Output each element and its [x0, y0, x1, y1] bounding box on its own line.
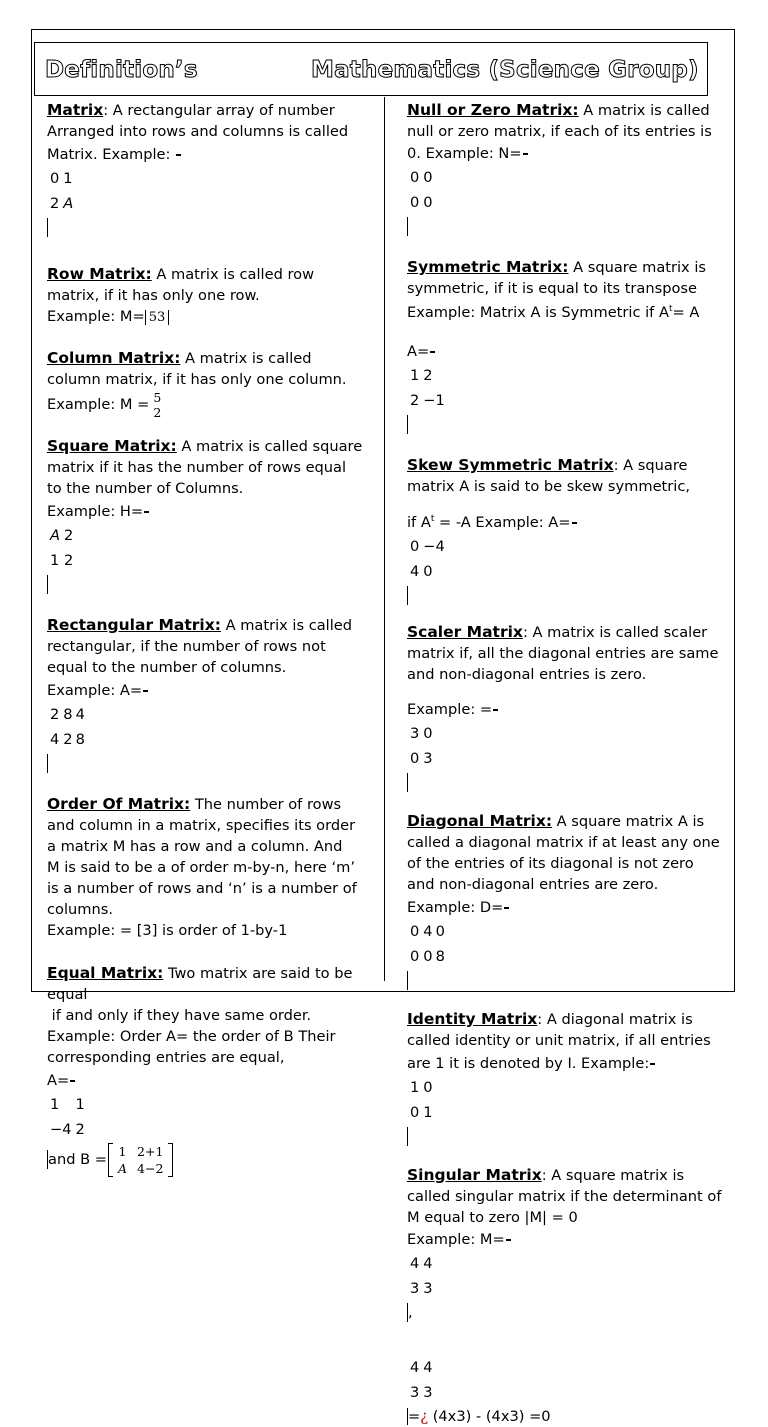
term-null-matrix: Null or Zero Matrix: [407, 101, 579, 119]
singular-matrix-definition: Singular Matrix: A square matrix is called singular matrix if the determinant of M equal to zero |M| = 0 Example: M= 4 4 3 3 , 4 4 3 3 =¿ (4x3) - (4x3) =0 [407, 1165, 725, 1427]
text: Example: Order A= the order of B Their [47, 1028, 336, 1045]
term-rectangular-matrix: Rectangular Matrix: [47, 616, 221, 634]
text: to the number of Columns. [47, 480, 244, 497]
matrix-example [176, 154, 181, 156]
equal-matrix-a [70, 1080, 75, 1082]
text: (4x3) - (4x3) =0 [428, 1407, 551, 1425]
term-identity-matrix: Identity Matrix [407, 1009, 538, 1028]
column-matrix-definition [47, 348, 377, 420]
text: called a diagonal matrix if at least any one [407, 833, 720, 851]
text: are 1 it is denoted by I. Example: [407, 1054, 650, 1072]
singular-matrix-example [506, 1239, 511, 1241]
symmetric-matrix-definition: Symmetric Matrix: A square matrix is symmetric, if it is equal to its transpose Example: Matrix A is Symmetric if $A^t= A$ A= 1 2 2 −1 [407, 257, 725, 435]
rectangular-matrix-definition: Rectangular Matrix: A matrix is called rectangular, if the number of rows not equal to the number of columns. Example: A= 2 8 4 4 2 8 [47, 615, 377, 774]
text: matrix, if it has only one row. [47, 287, 260, 304]
skew-matrix-example [572, 522, 577, 524]
text: Example: = [407, 700, 493, 718]
left-column [47, 100, 377, 1177]
text: A matrix is called row [151, 266, 315, 283]
term-equal-matrix: Equal Matrix: [47, 964, 164, 982]
text: : A rectangular array of number [103, 102, 335, 119]
term-column-matrix: Column Matrix: [47, 349, 181, 367]
text: = [408, 1407, 421, 1425]
text: matrix A is said to be skew symmetric, [407, 477, 690, 495]
identity-matrix-example [650, 1063, 655, 1065]
null-matrix-definition: Null or Zero Matrix: A matrix is called null or zero matrix, if each of its entries is 0. Example: N= 0 0 0 0 [407, 100, 725, 237]
text: equal [47, 986, 88, 1003]
text: a matrix M has a row and a column. And [47, 838, 343, 855]
term-scaler-matrix: Scaler Matrix [407, 622, 523, 641]
term-skew-symmetric-matrix: Skew Symmetric Matrix [407, 455, 614, 474]
column-matrix-example: 5 2 [153, 390, 162, 420]
text: and non-diagonal entries is zero. [407, 665, 647, 683]
equal-matrix-definition: Equal Matrix: Two matrix are said to be equal if and only if they have same order. Example: Order A= the order of B Their corresponding entries are equal, A= 1 1 −4 2 and B = 1 2+1 A 4−2 [47, 963, 377, 1177]
equal-matrix-b: 1 2+1 A 4−2 [108, 1143, 173, 1177]
text: equal to the number of columns. [47, 659, 287, 676]
text: Example: M = [47, 396, 150, 413]
text: : A square [613, 456, 688, 474]
diagonal-matrix-example [504, 907, 509, 909]
symmetric-matrix-example [430, 351, 435, 353]
term-symmetric-matrix: Symmetric Matrix: [407, 258, 569, 276]
header-right-title: Mathematics (Science Group) [311, 57, 699, 83]
text: : A matrix is called scaler [522, 623, 708, 641]
text: : A diagonal matrix is [537, 1010, 693, 1028]
text: rectangular, if the number of rows not [47, 638, 326, 655]
text: corresponding entries are equal, [47, 1049, 285, 1066]
diagonal-matrix-definition: Diagonal Matrix: A square matrix A is called a diagonal matrix if at least any one of the entries of its diagonal is not zero and non-diagonal entries are zero. Example: D= 0 4 0 0 0 8 [407, 811, 725, 991]
identity-matrix-definition: Identity Matrix: A diagonal matrix is called identity or unit matrix, if all entries are 1 it is denoted by I. Example: 1 0 0 1 [407, 1009, 725, 1147]
text: Two matrix are said to be [163, 965, 353, 982]
right-column [407, 100, 725, 1427]
text: A matrix is called square [176, 438, 363, 455]
text: null or zero matrix, if each of its entries is [407, 123, 712, 140]
text: M is said to be a of order m-by-n, here ‘m’ [47, 859, 355, 876]
term-matrix: Matrix [47, 101, 104, 119]
scaler-matrix-example [493, 709, 498, 711]
header-box [34, 42, 708, 96]
term-square-matrix: Square Matrix: [47, 437, 177, 455]
text: A square matrix is [568, 259, 706, 276]
text: Example: M= [47, 308, 145, 325]
text: 0. Example: N= [407, 145, 522, 162]
rectangular-matrix-example [143, 690, 148, 692]
text: = -A Example: A= [434, 513, 571, 531]
term-singular-matrix: Singular Matrix [407, 1165, 542, 1184]
text: A matrix is called [578, 102, 710, 119]
order-of-matrix-definition [47, 794, 377, 941]
text: called singular matrix if the determinant of [407, 1187, 722, 1205]
square-matrix-definition: Square Matrix: A matrix is called square matrix if it has the number of rows equal to the number of Columns. Example: H= A 2 1 2 [47, 436, 377, 595]
text: A matrix is called [180, 350, 312, 367]
text: Example: = [3] is order of 1-by-1 [47, 922, 288, 939]
text: is a number of rows and ‘n’ is a number of [47, 880, 357, 897]
square-matrix-example [144, 511, 149, 513]
text: Example: M= [407, 1230, 505, 1248]
column-divider [384, 97, 385, 981]
matrix-definition: Matrix: A rectangular array of number Arranged into rows and columns is called Matrix. Example: 0 1 2 A [47, 100, 377, 238]
text: and non-diagonal entries are zero. [407, 875, 659, 893]
question-glyph: ¿ [420, 1407, 429, 1425]
text: called identity or unit matrix, if all entries [407, 1031, 711, 1049]
text: matrix if it has the number of rows equal [47, 459, 347, 476]
text: Example: H= [47, 503, 144, 520]
text: columns. [47, 901, 113, 918]
text: t [668, 304, 673, 314]
row-matrix-example: 53 [145, 310, 170, 325]
text: symmetric, if it is equal to its transpose [407, 280, 698, 297]
text: Arranged into rows and columns is called [47, 123, 349, 140]
skew-symmetric-matrix-definition: Skew Symmetric Matrix: A square matrix A is said to be skew symmetric, if $A^t = -A$ Example: A= 0 −4 4 0 [407, 455, 725, 606]
header-left-title: Definition’s [45, 57, 198, 83]
text: = A [672, 303, 700, 321]
text: matrix if, all the diagonal entries are same [407, 644, 719, 662]
text: The number of rows [190, 796, 342, 813]
text: : A square matrix is [541, 1166, 685, 1184]
text: Example: D= [407, 898, 504, 916]
term-row-matrix: Row Matrix: [47, 265, 152, 283]
text: , [408, 1303, 413, 1321]
text: A= [47, 1072, 70, 1089]
text: Matrix. Example: [47, 146, 171, 163]
text: column matrix, if it has only one column. [47, 371, 347, 388]
text: of the entries of its diagonal is not zero [407, 854, 694, 872]
text: Example: A= [47, 682, 143, 699]
text: A= [407, 342, 430, 360]
text: A matrix is called [220, 617, 353, 634]
text: M equal to zero |M| = 0 [407, 1208, 578, 1226]
term-order-of-matrix: Order Of Matrix: [47, 795, 191, 813]
text: and B = [48, 1151, 107, 1168]
text: if and only if they have same order. [47, 1007, 312, 1024]
text: Example: Matrix A is Symmetric if A [407, 303, 669, 321]
text: t [430, 513, 435, 524]
scaler-matrix-definition: Scaler Matrix: A matrix is called scaler matrix if, all the diagonal entries are same and non-diagonal entries is zero. Example: = 3 0 0 3 [407, 622, 725, 793]
term-diagonal-matrix: Diagonal Matrix: [407, 811, 553, 830]
null-matrix-example [523, 153, 528, 155]
text: A square matrix A is [552, 812, 705, 830]
text: and column in a matrix, specifies its order [47, 817, 356, 834]
row-matrix-definition [47, 264, 377, 327]
text: if A [407, 513, 431, 531]
